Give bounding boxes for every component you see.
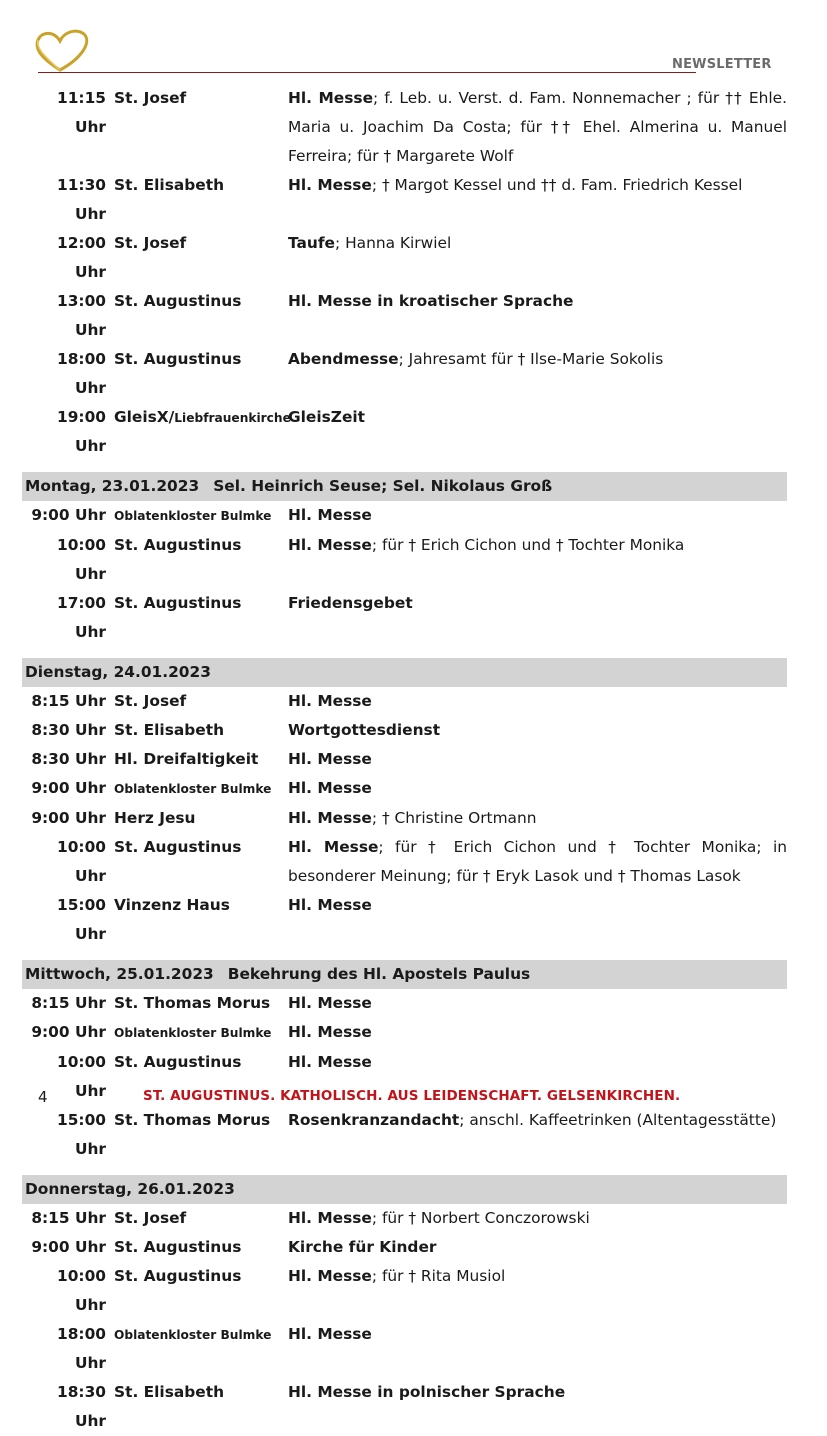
entry-place: [106, 403, 291, 461]
entry-place-name: St. Josef: [114, 692, 187, 710]
entry-description: [288, 716, 787, 745]
entry-description: [288, 687, 787, 716]
entry-time: 19:00 Uhr: [57, 408, 106, 455]
entry-place-name: St. Augustinus: [114, 350, 242, 368]
entry-place: [106, 501, 288, 531]
entry-intention: ; f. Leb. u. Verst. d. Fam. Nonnemacher ; für †† Ehle. Maria u. Joachim Da Costa; für †† Ehel. Almerina u. Manuel Ferreira; für † Margarete Wolf: [288, 89, 787, 165]
day-section: [22, 960, 787, 1164]
entry-place: [106, 84, 288, 171]
entry-service: Hl. Messe: [288, 896, 372, 914]
entry-place-name: St. Josef: [114, 234, 187, 252]
entry-time: 11:30 Uhr: [57, 176, 106, 223]
day-section: [22, 1175, 787, 1436]
entry-time: 15:00 Uhr: [57, 896, 106, 943]
entry-time: 11:15 Uhr: [57, 89, 106, 136]
schedule-entry: [22, 403, 787, 461]
entry-service: GleisZeit: [288, 408, 366, 426]
entry-place-name: St. Augustinus: [114, 1267, 242, 1285]
entry-service: Hl. Messe: [288, 809, 372, 827]
entry-description: [288, 84, 787, 171]
schedule-entry: [22, 1018, 787, 1048]
entry-place-name: St. Thomas Morus: [114, 994, 271, 1012]
entry-description: [288, 287, 787, 345]
entry-time: 9:00 Uhr: [31, 1023, 106, 1041]
schedule-entry: [22, 501, 787, 531]
entry-time: 9:00 Uhr: [31, 809, 106, 827]
entry-service: Friedensgebet: [288, 594, 413, 612]
day-header: [22, 1175, 787, 1204]
entry-place-name: St. Augustinus: [114, 594, 242, 612]
entry-description: [288, 1204, 787, 1233]
day-section: [22, 84, 787, 461]
schedule-entry: [22, 833, 787, 891]
entry-place-detail: Oblatenkloster Bulmke: [114, 1026, 272, 1040]
schedule-entry: [22, 891, 787, 949]
entry-time: 17:00 Uhr: [57, 594, 106, 641]
entry-time: 18:00 Uhr: [57, 1325, 106, 1372]
entry-description: [288, 1018, 787, 1048]
entry-description: [288, 1320, 787, 1378]
entry-time: 8:30 Uhr: [31, 721, 106, 739]
entry-place-name: St. Thomas Morus: [114, 1111, 271, 1129]
entry-time: 9:00 Uhr: [31, 1238, 106, 1256]
entry-description: [288, 589, 787, 647]
schedule-entry: [22, 1262, 787, 1320]
entry-description: [288, 891, 787, 949]
entry-place: [106, 1204, 288, 1233]
schedule: [22, 84, 787, 1436]
entry-intention: ; Hanna Kirwiel: [335, 234, 452, 252]
entry-service: Hl. Messe: [288, 176, 372, 194]
entry-place-name: St. Josef: [114, 89, 187, 107]
entry-time: 8:30 Uhr: [31, 750, 106, 768]
entry-place-name: St. Elisabeth: [114, 1383, 225, 1401]
entry-intention: ; † Christine Ortmann: [371, 809, 537, 827]
entry-description: [288, 1106, 787, 1164]
entry-time: 10:00 Uhr: [57, 536, 106, 583]
entry-place: [106, 171, 288, 229]
heart-logo-icon: [30, 26, 94, 74]
schedule-entry: [22, 345, 787, 403]
entry-description: [288, 531, 787, 589]
schedule-entry: [22, 1106, 787, 1164]
entry-place-name: St. Elisabeth: [114, 721, 225, 739]
entry-intention: ; Jahresamt für † Ilse-Marie Sokolis: [398, 350, 664, 368]
entry-service: Hl. Messe: [288, 750, 372, 768]
schedule-entry: [22, 774, 787, 804]
entry-place-name: St. Augustinus: [114, 1053, 242, 1071]
schedule-entry: [22, 531, 787, 589]
entry-service: Hl. Messe: [288, 1267, 372, 1285]
schedule-entry: [22, 716, 787, 745]
entry-place: [106, 229, 288, 287]
entry-place-detail: Liebfrauenkirche: [174, 411, 291, 425]
entry-time: 8:15 Uhr: [31, 1209, 106, 1227]
entry-place: [106, 1262, 288, 1320]
entry-place: [106, 1378, 288, 1436]
entry-place: [106, 804, 288, 833]
entry-description: [288, 501, 787, 531]
entry-place: [106, 891, 288, 949]
entry-service: Hl. Messe: [288, 1023, 372, 1041]
day-feast: Bekehrung des Hl. Apostels Paulus: [227, 965, 531, 983]
entry-intention: ; † Margot Kessel und †† d. Fam. Friedrich Kessel: [371, 176, 743, 194]
entry-service: Hl. Messe: [288, 536, 372, 554]
entry-place: [106, 345, 288, 403]
day-date: Montag, 23.01.2023: [25, 477, 200, 495]
entry-time: 18:30 Uhr: [57, 1383, 106, 1430]
entry-place: [106, 287, 288, 345]
entry-service: Hl. Messe in kroatischer Sprache: [288, 292, 574, 310]
day-header: [22, 960, 787, 989]
schedule-entry: [22, 745, 787, 774]
entry-description: [288, 745, 787, 774]
entry-description: [288, 1233, 787, 1262]
entry-place: [106, 531, 288, 589]
day-date: Dienstag, 24.01.2023: [25, 663, 211, 681]
entry-service: Abendmesse: [288, 350, 399, 368]
entry-place: [106, 1106, 288, 1164]
day-header: [22, 472, 787, 501]
schedule-entry: [22, 804, 787, 833]
entry-place: [106, 833, 288, 891]
schedule-entry: [22, 1378, 787, 1436]
entry-place-name: St. Josef: [114, 1209, 187, 1227]
schedule-entry: [22, 171, 787, 229]
entry-description: [288, 403, 787, 461]
entry-time: 15:00 Uhr: [57, 1111, 106, 1158]
entry-place: [106, 1018, 288, 1048]
entry-time: 12:00 Uhr: [57, 234, 106, 281]
entry-description: [288, 1378, 787, 1436]
entry-description: [288, 229, 787, 287]
entry-description: [288, 1262, 787, 1320]
entry-description: [288, 833, 787, 891]
day-header: [22, 658, 787, 687]
entry-place-detail: Oblatenkloster Bulmke: [114, 782, 272, 796]
entry-place-name: Herz Jesu: [114, 809, 196, 827]
entry-service: Hl. Messe: [288, 994, 372, 1012]
schedule-entry: [22, 589, 787, 647]
schedule-entry: [22, 1233, 787, 1262]
entry-place: [106, 989, 288, 1018]
entry-place-name: St. Augustinus: [114, 1238, 242, 1256]
entry-place-detail: Oblatenkloster Bulmke: [114, 1328, 272, 1342]
entry-intention: ; für † Norbert Conczorowski: [371, 1209, 590, 1227]
entry-time: 10:00 Uhr: [57, 1053, 106, 1100]
schedule-entry: [22, 1320, 787, 1378]
header-rule: [38, 72, 696, 73]
entry-time: 10:00 Uhr: [57, 838, 106, 885]
newsletter-title: NEWSLETTER: [672, 57, 772, 72]
entry-service: Kirche für Kinder: [288, 1238, 437, 1256]
entry-place-name: St. Augustinus: [114, 838, 242, 856]
page-number: 4: [38, 1088, 48, 1106]
entry-service: Taufe: [288, 234, 335, 252]
entry-place-name: GleisX/: [114, 408, 175, 426]
schedule-entry: [22, 1204, 787, 1233]
entry-description: [288, 804, 787, 833]
entry-intention: ; für † Erich Cichon und † Tochter Monika: [371, 536, 685, 554]
entry-service: Hl. Messe: [288, 1325, 372, 1343]
entry-place-name: St. Augustinus: [114, 536, 242, 554]
footer-slogan: ST. AUGUSTINUS. KATHOLISCH. AUS LEIDENSCHAFT. GELSENKIRCHEN.: [143, 1088, 681, 1104]
schedule-entry: [22, 84, 787, 171]
day-section: [22, 472, 787, 647]
entry-service: Hl. Messe in polnischer Sprache: [288, 1383, 566, 1401]
entry-service: Hl. Messe: [288, 1053, 372, 1071]
entry-place: [106, 1233, 288, 1262]
entry-intention: ; für † Erich Cichon und † Tochter Monika; in besonderer Meinung; für † Eryk Lasok und † Thomas Lasok: [288, 838, 787, 885]
entry-service: Hl. Messe: [288, 506, 372, 524]
day-date: Mittwoch, 25.01.2023: [25, 965, 214, 983]
entry-intention: ; anschl. Kaffeetrinken (Altentagesstätte): [459, 1111, 777, 1129]
entry-description: [288, 774, 787, 804]
entry-service: Hl. Messe: [288, 692, 372, 710]
schedule-entry: [22, 687, 787, 716]
entry-time: 10:00 Uhr: [57, 1267, 106, 1314]
entry-service: Rosenkranzandacht: [288, 1111, 460, 1129]
entry-place: [106, 716, 288, 745]
entry-time: 13:00 Uhr: [57, 292, 106, 339]
entry-place: [106, 687, 288, 716]
entry-place: [106, 589, 288, 647]
entry-description: [288, 345, 787, 403]
entry-place: [106, 745, 288, 774]
entry-place: [106, 1320, 288, 1378]
entry-service: Wortgottesdienst: [288, 721, 441, 739]
entry-description: [288, 171, 787, 229]
entry-place-name: Hl. Dreifaltigkeit: [114, 750, 259, 768]
entry-service: Hl. Messe: [288, 89, 374, 107]
entry-place-name: Vinzenz Haus: [114, 896, 230, 914]
entry-place-detail: Oblatenkloster Bulmke: [114, 509, 272, 523]
entry-description: [288, 989, 787, 1018]
schedule-entry: [22, 989, 787, 1018]
entry-service: Hl. Messe: [288, 1209, 372, 1227]
entry-time: 9:00 Uhr: [31, 506, 106, 524]
entry-time: 9:00 Uhr: [31, 779, 106, 797]
entry-place-name: St. Elisabeth: [114, 176, 225, 194]
day-feast: Sel. Heinrich Seuse; Sel. Nikolaus Groß: [213, 477, 553, 495]
day-section: [22, 658, 787, 949]
entry-place: [106, 774, 288, 804]
entry-service: Hl. Messe: [288, 779, 372, 797]
entry-time: 8:15 Uhr: [31, 692, 106, 710]
entry-time: 8:15 Uhr: [31, 994, 106, 1012]
schedule-entry: [22, 229, 787, 287]
entry-service: Hl. Messe: [288, 838, 379, 856]
entry-intention: ; für † Rita Musiol: [371, 1267, 506, 1285]
entry-time: 18:00 Uhr: [57, 350, 106, 397]
day-date: Donnerstag, 26.01.2023: [25, 1180, 235, 1198]
entry-place-name: St. Augustinus: [114, 292, 242, 310]
schedule-entry: [22, 287, 787, 345]
